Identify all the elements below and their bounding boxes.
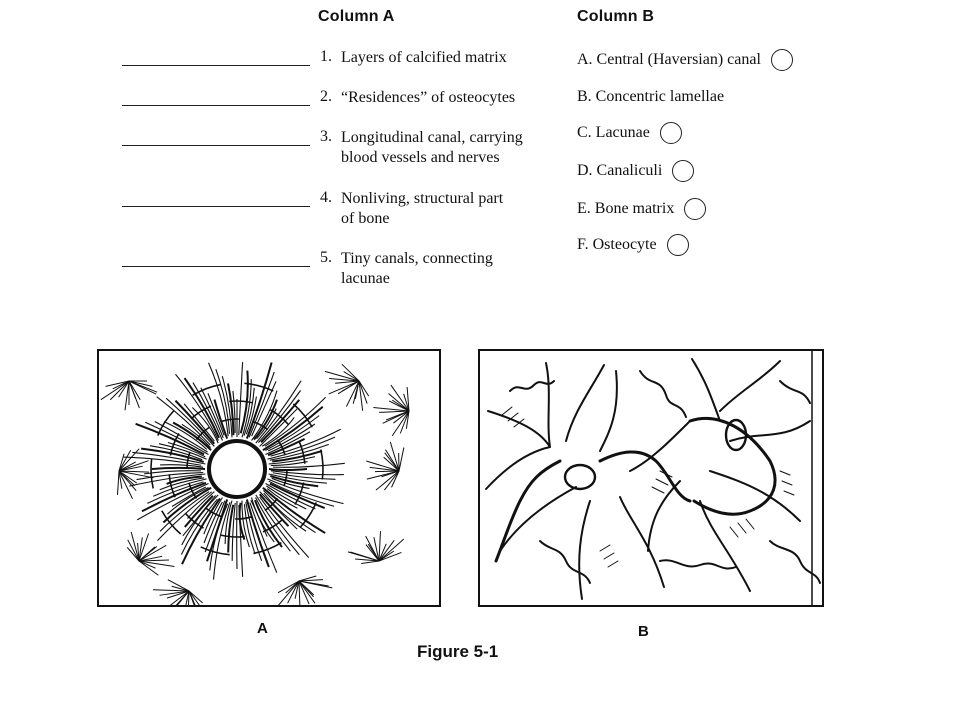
option-b <box>577 88 724 106</box>
answer-blank-3[interactable] <box>122 145 310 146</box>
option-a <box>577 49 793 71</box>
option-text: F. Osteocyte <box>577 236 657 253</box>
question-line: Longitudinal canal, carrying <box>341 129 523 146</box>
column-a-heading: Column A <box>318 8 395 25</box>
option-d <box>577 160 694 182</box>
question-number: 4. <box>320 189 332 206</box>
question-text <box>341 128 561 168</box>
answer-circle-d[interactable] <box>672 160 694 182</box>
question-number: 2. <box>320 88 332 105</box>
answer-blank-1[interactable] <box>122 65 310 66</box>
option-text: B. Concentric lamellae <box>577 88 725 105</box>
figure-panel-a <box>97 349 441 607</box>
option-e <box>577 198 706 220</box>
answer-blank-5[interactable] <box>122 266 310 267</box>
option-f <box>577 234 689 256</box>
question-text <box>341 88 561 108</box>
question-line: Tiny canals, connecting <box>341 250 493 267</box>
answer-circle-e[interactable] <box>684 198 706 220</box>
question-line: lacunae <box>341 270 390 287</box>
figure-caption: Figure 5-1 <box>417 642 499 661</box>
question-text <box>341 249 561 289</box>
question-text <box>341 189 561 229</box>
question-line: “Residences” of osteocytes <box>341 89 516 106</box>
osteon-illustration <box>99 351 439 605</box>
question-number: 3. <box>320 128 332 145</box>
option-text: E. Bone matrix <box>577 200 675 217</box>
answer-circle-c[interactable] <box>660 122 682 144</box>
answer-blank-2[interactable] <box>122 105 310 106</box>
question-number: 5. <box>320 249 332 266</box>
osteocyte-illustration <box>480 351 822 605</box>
option-text: A. Central (Haversian) canal <box>577 51 761 68</box>
question-line: blood vessels and nerves <box>341 149 500 166</box>
figure-label-b: B <box>638 623 649 640</box>
figure-panel-b <box>478 349 824 607</box>
answer-blank-4[interactable] <box>122 206 310 207</box>
question-line: Layers of calcified matrix <box>341 49 507 66</box>
option-text: D. Canaliculi <box>577 162 663 179</box>
question-text <box>341 48 561 68</box>
question-line: Nonliving, structural part <box>341 190 504 207</box>
figure-label-a: A <box>257 620 268 637</box>
column-b-heading: Column B <box>577 8 655 25</box>
answer-circle-f[interactable] <box>667 234 689 256</box>
option-c <box>577 122 682 144</box>
answer-circle-a[interactable] <box>771 49 793 71</box>
question-number: 1. <box>320 48 332 65</box>
option-text: C. Lacunae <box>577 124 650 141</box>
question-line: of bone <box>341 210 390 227</box>
